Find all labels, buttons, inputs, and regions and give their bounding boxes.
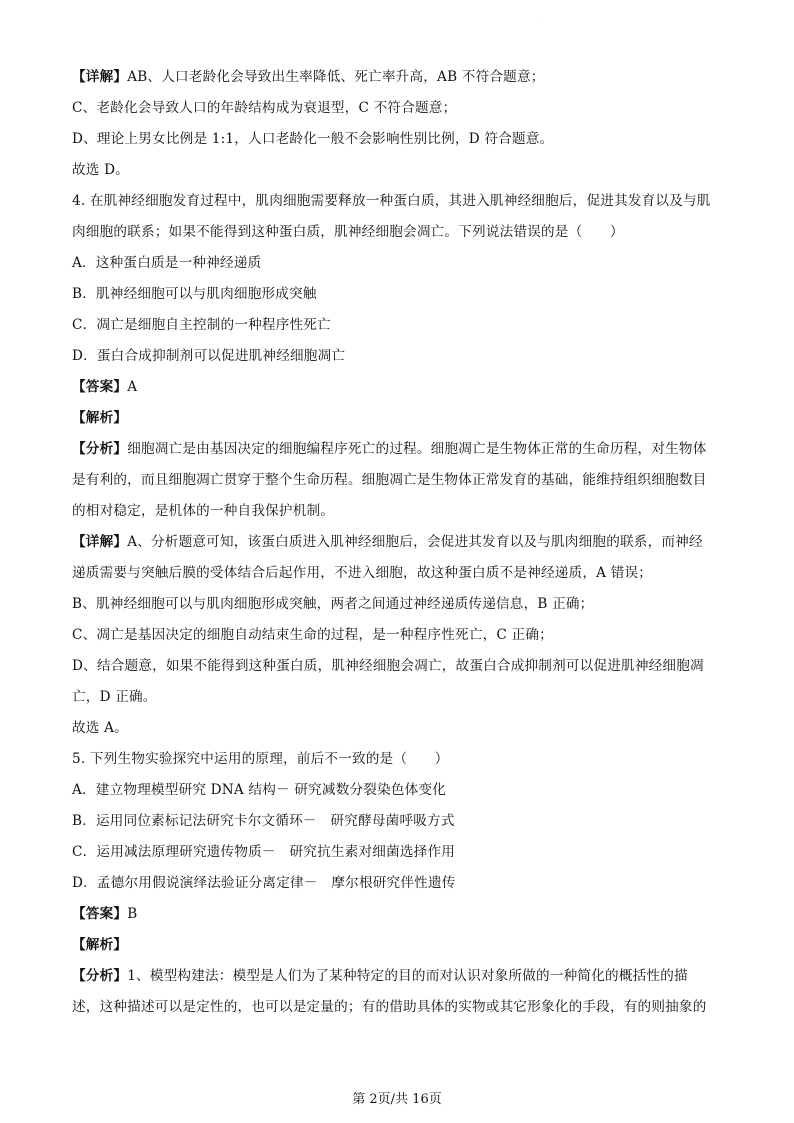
line-text: A．这种蛋白质是一种神经递质 <box>72 255 262 271</box>
text-line <box>72 899 722 930</box>
text-line <box>72 341 722 372</box>
line-text: D、理论上男女比例是 1:1，人口老龄化一般不会影响性别比例，D 符合题意。 <box>72 131 554 147</box>
section-tag: 【答案】 <box>72 906 128 922</box>
section-tag: 【解析】 <box>72 410 128 426</box>
line-text: C、老龄化会导致人口的年龄结构成为衰退型，C 不符合题意； <box>72 100 457 116</box>
line-text: 4. 在肌神经细胞发育过程中，肌肉细胞需要释放一种蛋白质，其进入肌神经细胞后，促进其发育以及与肌 <box>72 193 711 209</box>
line-text: 的相对稳定，是机体的一种自我保护机制。 <box>72 503 335 519</box>
line-text: B <box>127 906 138 922</box>
document-body <box>72 62 722 1023</box>
line-text: 述，这种描述可以是定性的，也可以是定量的；有的借助具体的实物或其它形象化的手段，有的则抽象的 <box>72 999 707 1015</box>
text-line <box>72 837 722 868</box>
text-line <box>72 403 722 434</box>
text-line <box>72 744 722 775</box>
text-line <box>72 589 722 620</box>
section-tag: 【分析】 <box>72 441 128 457</box>
line-text: 肉细胞的联系；如果不能得到这种蛋白质，肌神经细胞会凋亡。下列说法错误的是（ ） <box>72 224 624 240</box>
text-line <box>72 868 722 899</box>
section-tag: 【详解】 <box>72 69 128 85</box>
line-text: C、凋亡是基因决定的细胞自动结束生命的过程，是一种程序性死亡，C 正确； <box>72 627 553 643</box>
line-text: A <box>127 379 138 395</box>
line-text: C．运用减法原理研究遗传物质－ 研究抗生素对细菌选择作用 <box>72 844 456 860</box>
line-text: 5. 下列生物实验探究中运用的原理，前后不一致的是（ ） <box>72 751 449 767</box>
text-line <box>72 465 722 496</box>
line-text: 1、模型构建法：模型是人们为了某种特定的目的而对认识对象所做的一种简化的概括性的描 <box>127 968 688 984</box>
header-mark: · <box>536 16 538 23</box>
text-line <box>72 434 722 465</box>
line-text: 亡，D 正确。 <box>72 689 157 705</box>
text-line <box>72 806 722 837</box>
text-line <box>72 558 722 589</box>
line-text: B．运用同位素标记法研究卡尔文循环－ 研究酵母菌呼吸方式 <box>72 813 455 829</box>
page-footer: 第 2页/共 16页 <box>352 1092 442 1107</box>
text-line <box>72 930 722 961</box>
section-tag: 【解析】 <box>72 937 128 953</box>
line-text: 故选 D。 <box>72 162 130 178</box>
line-text: D、结合题意，如果不能得到这种蛋白质，肌神经细胞会凋亡，故蛋白合成抑制剂可以促进肌神经细胞凋 <box>72 658 704 674</box>
text-line <box>72 527 722 558</box>
text-line <box>72 775 722 806</box>
section-tag: 【详解】 <box>72 534 128 550</box>
line-text: A、分析题意可知，该蛋白质进入肌神经细胞后，会促进其发育以及与肌肉细胞的联系，而神经 <box>127 534 703 550</box>
line-text: 递质需要与突触后膜的受体结合后起作用，不进入细胞，故这种蛋白质不是神经递质，A 错误； <box>72 565 653 581</box>
line-text: 是有利的，而且细胞凋亡贯穿于整个生命历程。细胞凋亡是生物体正常发育的基础，能维持组织细胞数目 <box>72 472 707 488</box>
text-line <box>72 496 722 527</box>
line-text: 故选 A。 <box>72 720 128 736</box>
text-line <box>72 124 722 155</box>
text-line <box>72 620 722 651</box>
text-line <box>72 961 722 992</box>
text-line <box>72 992 722 1023</box>
section-tag: 【答案】 <box>72 379 128 395</box>
text-line <box>72 682 722 713</box>
text-line <box>72 62 722 93</box>
line-text: 细胞凋亡是由基因决定的细胞编程序死亡的过程。细胞凋亡是生物体正常的生命历程，对生物体 <box>127 441 707 457</box>
line-text: B．肌神经细胞可以与肌肉细胞形成突触 <box>72 286 317 302</box>
line-text: A．建立物理模型研究 DNA 结构－ 研究减数分裂染色体变化 <box>72 782 447 798</box>
line-text: C．凋亡是细胞自主控制的一种程序性死亡 <box>72 317 331 333</box>
text-line <box>72 372 722 403</box>
line-text: B、肌神经细胞可以与肌肉细胞形成突触，两者之间通过神经递质传递信息，B 正确； <box>72 596 594 612</box>
text-line <box>72 186 722 217</box>
text-line <box>72 279 722 310</box>
text-line <box>72 155 722 186</box>
line-text: AB、人口老龄化会导致出生率降低、死亡率升高，AB 不符合题意； <box>127 69 545 85</box>
text-line <box>72 217 722 248</box>
text-line <box>72 651 722 682</box>
line-text: D．蛋白合成抑制剂可以促进肌神经细胞凋亡 <box>72 348 346 364</box>
text-line <box>72 93 722 124</box>
text-line <box>72 248 722 279</box>
text-line <box>72 310 722 341</box>
line-text: D．孟德尔用假说演绎法验证分离定律－ 摩尔根研究伴性遗传 <box>72 875 456 891</box>
text-line <box>72 713 722 744</box>
section-tag: 【分析】 <box>72 968 128 984</box>
